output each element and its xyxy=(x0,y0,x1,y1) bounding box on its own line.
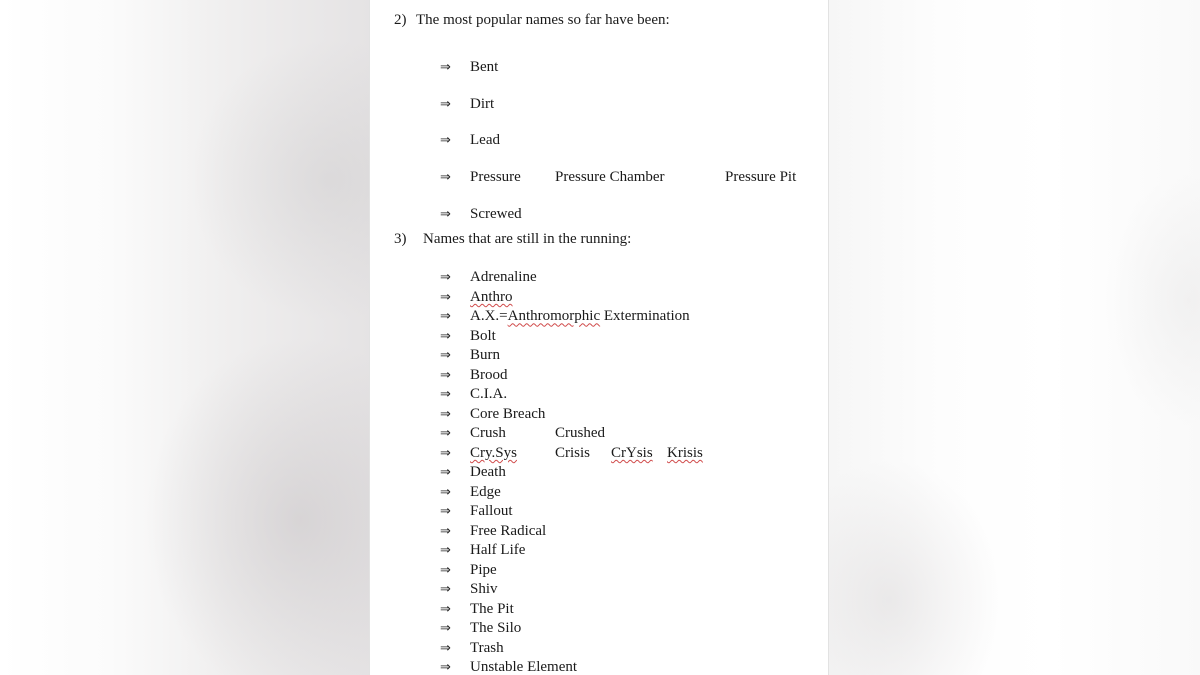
name-entry: Shiv xyxy=(470,581,498,598)
double-right-arrow-icon: ⇒ xyxy=(440,523,451,539)
double-right-arrow-icon: ⇒ xyxy=(440,465,451,481)
double-right-arrow-icon: ⇒ xyxy=(440,543,451,559)
name-entry: Cry.Sys xyxy=(470,444,517,461)
double-right-arrow-icon: ⇒ xyxy=(440,270,451,286)
list-item xyxy=(440,307,703,327)
double-right-arrow-icon: ⇒ xyxy=(440,484,451,500)
name-entry: Half Life xyxy=(470,542,526,559)
name-entry: CrYsis xyxy=(611,444,653,461)
section-2-number: 2) xyxy=(394,12,407,28)
running-names-list xyxy=(440,268,703,675)
name-entry: The Silo xyxy=(470,620,522,637)
name-entry: Bolt xyxy=(470,327,496,344)
list-item xyxy=(440,196,781,233)
name-entry: Crushed xyxy=(555,425,605,442)
name-entry: Trash xyxy=(470,639,504,656)
double-right-arrow-icon: ⇒ xyxy=(440,504,451,520)
double-right-arrow-icon: ⇒ xyxy=(440,206,451,222)
name-entry: Anthromorphic xyxy=(507,308,601,325)
name-entry: Bent xyxy=(470,58,499,75)
name-entry: Pressure Chamber xyxy=(555,168,665,185)
name-entry: Krisis xyxy=(667,444,703,461)
list-item xyxy=(440,405,703,425)
name-entry: Anthro xyxy=(470,288,513,305)
background-left-blur xyxy=(0,0,369,675)
section-3-number: 3) xyxy=(394,231,407,247)
name-entry: Extermination xyxy=(600,308,690,325)
section-2-title: The most popular names so far have been: xyxy=(416,12,670,28)
name-entry: Crush xyxy=(470,425,506,442)
name-entry: C.I.A. xyxy=(470,386,508,403)
list-item xyxy=(440,122,781,159)
list-item xyxy=(440,424,703,444)
list-item xyxy=(440,366,703,386)
list-item xyxy=(440,658,703,675)
double-right-arrow-icon: ⇒ xyxy=(440,426,451,442)
section-2-heading xyxy=(394,12,670,29)
double-right-arrow-icon: ⇒ xyxy=(440,309,451,325)
name-entry: Pressure Pit xyxy=(725,168,797,185)
list-item xyxy=(440,268,703,288)
name-entry: Free Radical xyxy=(470,522,547,539)
double-right-arrow-icon: ⇒ xyxy=(440,96,451,112)
double-right-arrow-icon: ⇒ xyxy=(440,445,451,461)
double-right-arrow-icon: ⇒ xyxy=(440,562,451,578)
list-item xyxy=(440,346,703,366)
double-right-arrow-icon: ⇒ xyxy=(440,406,451,422)
list-item xyxy=(440,463,703,483)
list-item xyxy=(440,444,703,464)
name-entry: Pressure xyxy=(470,168,521,185)
double-right-arrow-icon: ⇒ xyxy=(440,660,451,675)
list-item xyxy=(440,502,703,522)
double-right-arrow-icon: ⇒ xyxy=(440,387,451,403)
section-3-title: Names that are still in the running: xyxy=(423,231,632,247)
name-entry: Adrenaline xyxy=(470,269,537,286)
list-item xyxy=(440,541,703,561)
double-right-arrow-icon: ⇒ xyxy=(440,133,451,149)
name-entry: Crisis xyxy=(555,444,591,461)
double-right-arrow-icon: ⇒ xyxy=(440,59,451,75)
list-item xyxy=(440,49,781,86)
list-item xyxy=(440,580,703,600)
name-entry: Burn xyxy=(470,347,500,364)
name-entry: A.X.= xyxy=(470,308,508,325)
double-right-arrow-icon: ⇒ xyxy=(440,348,451,364)
double-right-arrow-icon: ⇒ xyxy=(440,367,451,383)
name-entry: Dirt xyxy=(470,95,495,112)
name-entry: Lead xyxy=(470,132,500,149)
double-right-arrow-icon: ⇒ xyxy=(440,169,451,185)
background-right-blur xyxy=(829,0,1200,675)
list-item xyxy=(440,600,703,620)
name-entry: Core Breach xyxy=(470,405,546,422)
list-item xyxy=(440,86,781,123)
name-entry: Brood xyxy=(470,366,508,383)
list-item xyxy=(440,288,703,308)
list-item xyxy=(440,327,703,347)
double-right-arrow-icon: ⇒ xyxy=(440,640,451,656)
section-3-heading xyxy=(394,231,631,248)
name-entry: Unstable Element xyxy=(470,659,578,675)
name-entry: Death xyxy=(470,464,506,481)
list-item xyxy=(440,385,703,405)
double-right-arrow-icon: ⇒ xyxy=(440,601,451,617)
double-right-arrow-icon: ⇒ xyxy=(440,582,451,598)
double-right-arrow-icon: ⇒ xyxy=(440,328,451,344)
list-item xyxy=(440,619,703,639)
list-item xyxy=(440,522,703,542)
name-entry: Pipe xyxy=(470,561,497,578)
list-item xyxy=(440,561,703,581)
double-right-arrow-icon: ⇒ xyxy=(440,289,451,305)
double-right-arrow-icon: ⇒ xyxy=(440,621,451,637)
name-entry: Edge xyxy=(470,483,501,500)
popular-names-list xyxy=(440,49,797,232)
document-page xyxy=(369,0,829,675)
name-entry: Screwed xyxy=(470,205,522,222)
list-item xyxy=(440,639,703,659)
name-entry: Fallout xyxy=(470,503,513,520)
list-item xyxy=(440,483,703,503)
name-entry: The Pit xyxy=(470,600,514,617)
list-item xyxy=(440,159,797,196)
